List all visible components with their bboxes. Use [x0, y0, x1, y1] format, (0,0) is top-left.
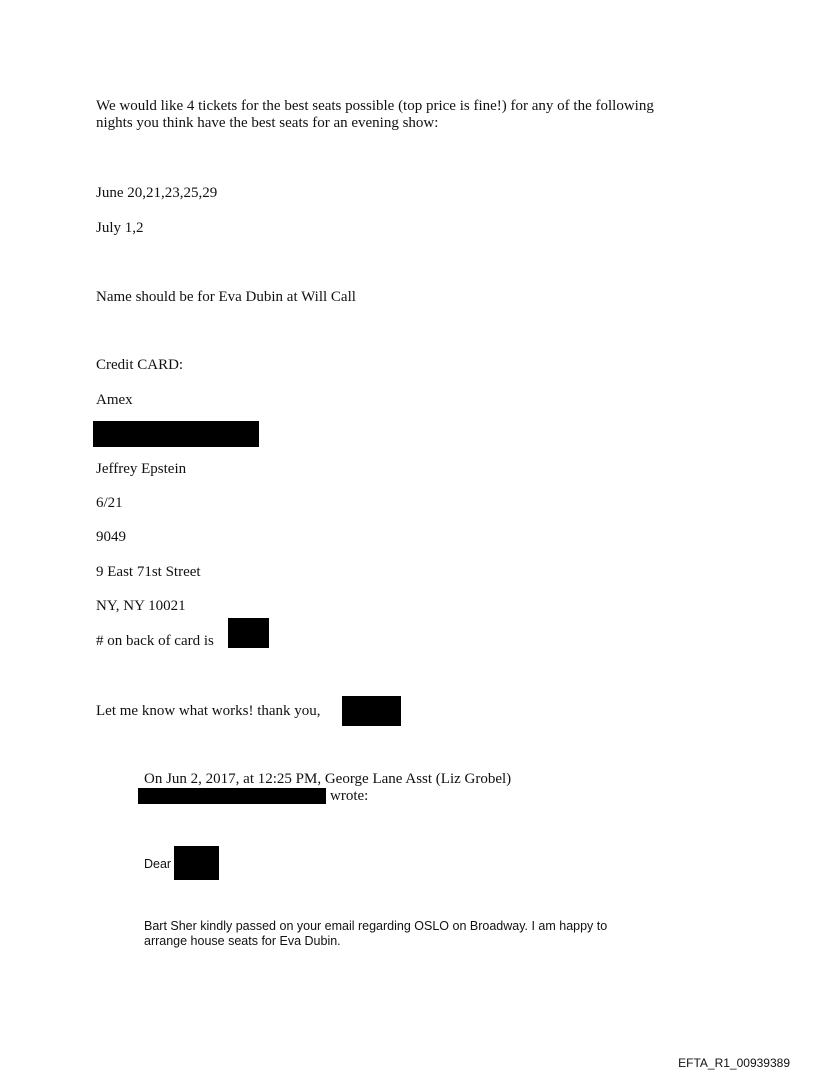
back-of-card-line: # on back of card is: [96, 633, 214, 649]
redaction-security-code: [228, 618, 269, 648]
quoted-wrote: wrote:: [330, 788, 369, 804]
card-type: Amex: [96, 392, 133, 408]
quoted-body-line-2: arrange house seats for Eva Dubin.: [144, 934, 341, 948]
closing-line: Let me know what works! thank you,: [96, 703, 321, 719]
address-city: NY, NY 10021: [96, 598, 186, 614]
intro-line-2: nights you think have the best seats for an evening show:: [96, 115, 439, 131]
quoted-greeting: Dear: [144, 857, 172, 871]
quoted-header-line-1: On Jun 2, 2017, at 12:25 PM, George Lane Asst (Liz Grobel): [144, 771, 512, 787]
redaction-sender-name: [342, 696, 401, 726]
will-call-name: Name should be for Eva Dubin at Will Call: [96, 289, 356, 305]
redaction-sender-email: [138, 788, 326, 804]
credit-card-label: Credit CARD:: [96, 357, 184, 373]
dates-july: July 1,2: [96, 220, 144, 236]
intro-line-1: We would like 4 tickets for the best seats possible (top price is fine!) for any of the following: [96, 98, 654, 114]
dates-june: June 20,21,23,25,29: [96, 185, 218, 201]
address-street: 9 East 71st Street: [96, 564, 201, 580]
quoted-body-line-1: Bart Sher kindly passed on your email regarding OSLO on Broadway. I am happy to: [144, 919, 608, 933]
redaction-card-number: [93, 421, 259, 447]
cardholder-name: Jeffrey Epstein: [96, 461, 187, 477]
document-id: EFTA_R1_00939389: [678, 1056, 790, 1070]
card-expiry: 6/21: [96, 495, 123, 511]
card-code: 9049: [96, 529, 126, 545]
redaction-recipient-name: [174, 846, 219, 880]
